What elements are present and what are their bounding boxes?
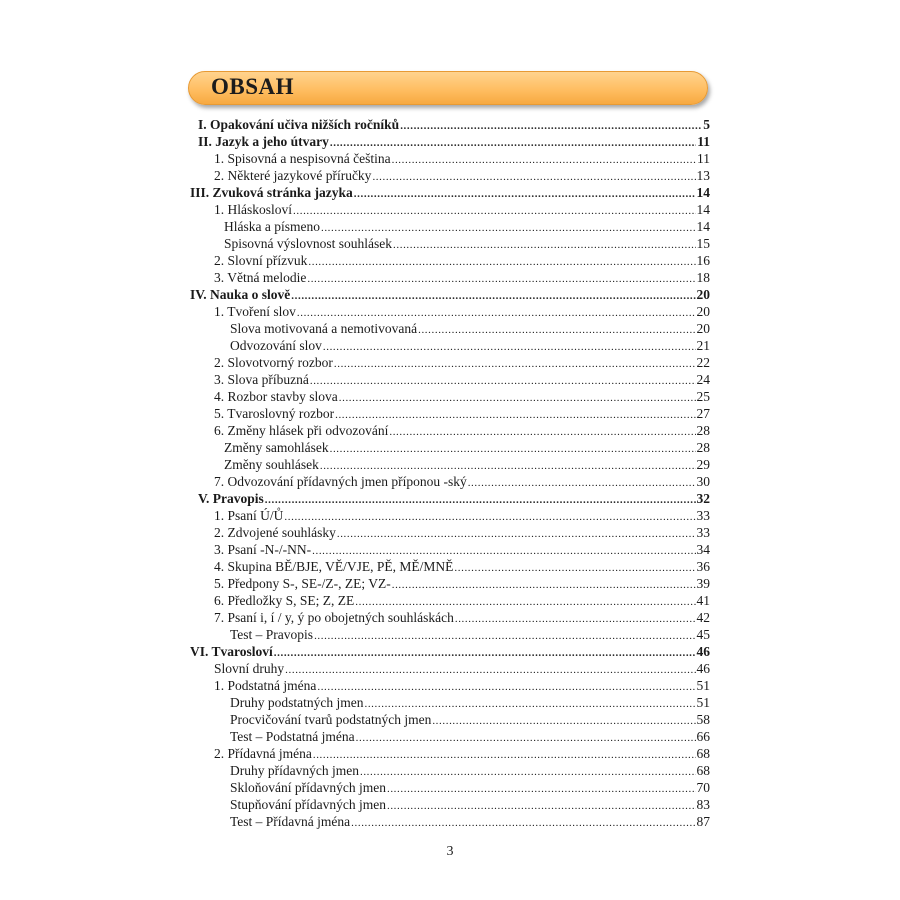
toc-entry bbox=[190, 184, 710, 201]
toc-entry-page: 68 bbox=[696, 746, 710, 761]
toc-entry-page: 16 bbox=[696, 253, 710, 268]
toc-entry-page: 24 bbox=[696, 372, 710, 387]
toc-entry-label: IV. Nauka o slově bbox=[190, 287, 291, 302]
toc-entry bbox=[190, 626, 710, 643]
toc-entry-label: 2. Slovotvorný rozbor bbox=[214, 355, 333, 370]
toc-entry-label: 5. Předpony S-, SE-/Z-, ZE; VZ- bbox=[214, 576, 391, 591]
toc-entry-label: V. Pravopis bbox=[198, 491, 264, 506]
toc-entry-label: 2. Zdvojené souhlásky bbox=[214, 525, 336, 540]
toc-entry-page: 13 bbox=[696, 168, 710, 183]
toc-entry-label: II. Jazyk a jeho útvary bbox=[198, 134, 329, 149]
toc-entry bbox=[190, 796, 710, 813]
toc-entry-page: 14 bbox=[696, 219, 710, 234]
toc-entry-page: 33 bbox=[696, 525, 710, 540]
toc-entry-page: 42 bbox=[696, 610, 710, 625]
toc-entry-label: 3. Psaní -N-/-NN- bbox=[214, 542, 312, 557]
toc-entry-page: 32 bbox=[696, 491, 710, 506]
toc-entry bbox=[190, 558, 710, 575]
contents-heading-bar bbox=[188, 71, 708, 105]
toc-entry-page: 14 bbox=[696, 185, 710, 200]
toc-entry bbox=[190, 728, 710, 745]
toc-entry bbox=[190, 150, 710, 167]
toc-entry-page: 28 bbox=[696, 440, 710, 455]
toc-entry-label: 4. Rozbor stavby slova bbox=[214, 389, 338, 404]
toc-entry bbox=[190, 218, 710, 235]
toc-entry bbox=[190, 320, 710, 337]
toc-entry-page: 45 bbox=[696, 627, 710, 642]
toc-entry bbox=[190, 711, 710, 728]
toc-entry-label: Změny samohlásek bbox=[224, 440, 329, 455]
toc-entry-label: 3. Větná melodie bbox=[214, 270, 307, 285]
toc-entry-label: Procvičování tvarů podstatných jmen bbox=[230, 712, 432, 727]
toc-entry bbox=[190, 643, 710, 660]
toc-entry-label: I. Opakování učiva nižších ročníků bbox=[198, 117, 400, 132]
toc-entry-label: Spisovná výslovnost souhlásek bbox=[224, 236, 393, 251]
toc-entry-label: Hláska a písmeno bbox=[224, 219, 320, 234]
toc-entry-page: 20 bbox=[696, 321, 710, 336]
toc-entry-page: 21 bbox=[696, 338, 710, 353]
toc-entry-label: Změny souhlásek bbox=[224, 457, 319, 472]
toc-entry-label: 1. Podstatná jména bbox=[214, 678, 317, 693]
toc-entry-label: Test – Přídavná jména bbox=[230, 814, 351, 829]
contents-heading: OBSAH bbox=[211, 74, 295, 99]
table-of-contents bbox=[190, 116, 710, 830]
toc-entry bbox=[190, 456, 710, 473]
toc-entry-label: III. Zvuková stránka jazyka bbox=[190, 185, 353, 200]
toc-entry-label: Slovní druhy bbox=[214, 661, 285, 676]
toc-entry bbox=[190, 592, 710, 609]
toc-leader-dots bbox=[351, 815, 695, 832]
toc-entry-label: 3. Slova příbuzná bbox=[214, 372, 309, 387]
toc-entry-page: 11 bbox=[697, 151, 710, 166]
toc-entry bbox=[190, 252, 710, 269]
toc-entry-page: 46 bbox=[696, 644, 710, 659]
toc-entry-label: Druhy podstatných jmen bbox=[230, 695, 364, 710]
toc-entry bbox=[190, 388, 710, 405]
toc-entry-page: 87 bbox=[696, 814, 710, 829]
toc-entry-page: 58 bbox=[696, 712, 710, 727]
toc-entry bbox=[190, 745, 710, 762]
toc-entry bbox=[190, 677, 710, 694]
toc-entry-label: VI. Tvarosloví bbox=[190, 644, 273, 659]
toc-entry-page: 28 bbox=[696, 423, 710, 438]
toc-entry-page: 22 bbox=[696, 355, 710, 370]
toc-entry-page: 51 bbox=[696, 695, 710, 710]
toc-entry-page: 51 bbox=[696, 678, 710, 693]
toc-entry bbox=[190, 269, 710, 286]
toc-entry bbox=[190, 354, 710, 371]
toc-entry-page: 46 bbox=[696, 661, 710, 676]
toc-entry-page: 15 bbox=[696, 236, 710, 251]
toc-entry-label: 7. Psaní i, í / y, ý po obojetných souhláskách bbox=[214, 610, 454, 625]
toc-entry bbox=[190, 507, 710, 524]
toc-entry bbox=[190, 303, 710, 320]
toc-entry-page: 14 bbox=[696, 202, 710, 217]
toc-entry bbox=[190, 133, 710, 150]
toc-entry-page: 27 bbox=[696, 406, 710, 421]
toc-entry-page: 11 bbox=[697, 134, 710, 149]
toc-entry bbox=[190, 524, 710, 541]
toc-entry-label: Test – Podstatná jména bbox=[230, 729, 355, 744]
toc-entry bbox=[190, 813, 710, 830]
toc-entry-label: Test – Pravopis bbox=[230, 627, 314, 642]
toc-entry-label: 7. Odvozování přídavných jmen příponou -ský bbox=[214, 474, 467, 489]
toc-entry-page: 29 bbox=[696, 457, 710, 472]
toc-entry-page: 20 bbox=[696, 304, 710, 319]
toc-entry-page: 41 bbox=[696, 593, 710, 608]
toc-entry bbox=[190, 660, 710, 677]
toc-entry-page: 30 bbox=[696, 474, 710, 489]
page-number: 3 bbox=[446, 844, 454, 859]
toc-entry-page: 39 bbox=[696, 576, 710, 591]
toc-entry bbox=[190, 490, 710, 507]
toc-entry bbox=[190, 762, 710, 779]
toc-entry-page: 68 bbox=[696, 763, 710, 778]
toc-entry bbox=[190, 116, 710, 133]
toc-entry-page: 5 bbox=[703, 117, 710, 132]
toc-entry-label: 4. Skupina BĚ/BJE, VĚ/VJE, PĚ, MĚ/MNĚ bbox=[214, 559, 454, 574]
toc-entry-label: 1. Psaní Ú/Ů bbox=[214, 508, 284, 523]
toc-entry bbox=[190, 779, 710, 796]
toc-entry-label: Odvozování slov bbox=[230, 338, 322, 353]
toc-entry-page: 33 bbox=[696, 508, 710, 523]
toc-entry-label: 1. Tvoření slov bbox=[214, 304, 296, 319]
toc-entry-page: 25 bbox=[696, 389, 710, 404]
toc-entry bbox=[190, 235, 710, 252]
toc-entry bbox=[190, 337, 710, 354]
toc-entry-page: 36 bbox=[696, 559, 710, 574]
toc-entry bbox=[190, 541, 710, 558]
toc-entry-label: 6. Změny hlásek při odvozování bbox=[214, 423, 389, 438]
toc-entry bbox=[190, 286, 710, 303]
toc-entry-page: 66 bbox=[696, 729, 710, 744]
toc-entry-label: Skloňování přídavných jmen bbox=[230, 780, 386, 795]
toc-entry-label: Stupňování přídavných jmen bbox=[230, 797, 386, 812]
toc-entry-label: Slova motivovaná a nemotivovaná bbox=[230, 321, 418, 336]
toc-entry bbox=[190, 405, 710, 422]
toc-entry bbox=[190, 694, 710, 711]
toc-entry-label: Druhy přídavných jmen bbox=[230, 763, 359, 778]
toc-entry-page: 20 bbox=[696, 287, 710, 302]
toc-entry-label: 5. Tvaroslovný rozbor bbox=[214, 406, 335, 421]
toc-entry-page: 18 bbox=[696, 270, 710, 285]
toc-entry-label: 1. Spisovná a nespisovná čeština bbox=[214, 151, 391, 166]
toc-entry bbox=[190, 167, 710, 184]
toc-entry bbox=[190, 439, 710, 456]
toc-entry-label: 1. Hláskosloví bbox=[214, 202, 293, 217]
toc-entry-label: 2. Přídavná jména bbox=[214, 746, 312, 761]
toc-entry-page: 83 bbox=[696, 797, 710, 812]
toc-entry-label: 2. Některé jazykové příručky bbox=[214, 168, 372, 183]
toc-entry bbox=[190, 473, 710, 490]
toc-entry bbox=[190, 609, 710, 626]
toc-entry bbox=[190, 575, 710, 592]
toc-entry-label: 2. Slovní přízvuk bbox=[214, 253, 308, 268]
toc-entry-label: 6. Předložky S, SE; Z, ZE bbox=[214, 593, 355, 608]
toc-entry bbox=[190, 371, 710, 388]
toc-entry bbox=[190, 201, 710, 218]
toc-entry-page: 34 bbox=[696, 542, 710, 557]
toc-entry bbox=[190, 422, 710, 439]
toc-entry-page: 70 bbox=[696, 780, 710, 795]
